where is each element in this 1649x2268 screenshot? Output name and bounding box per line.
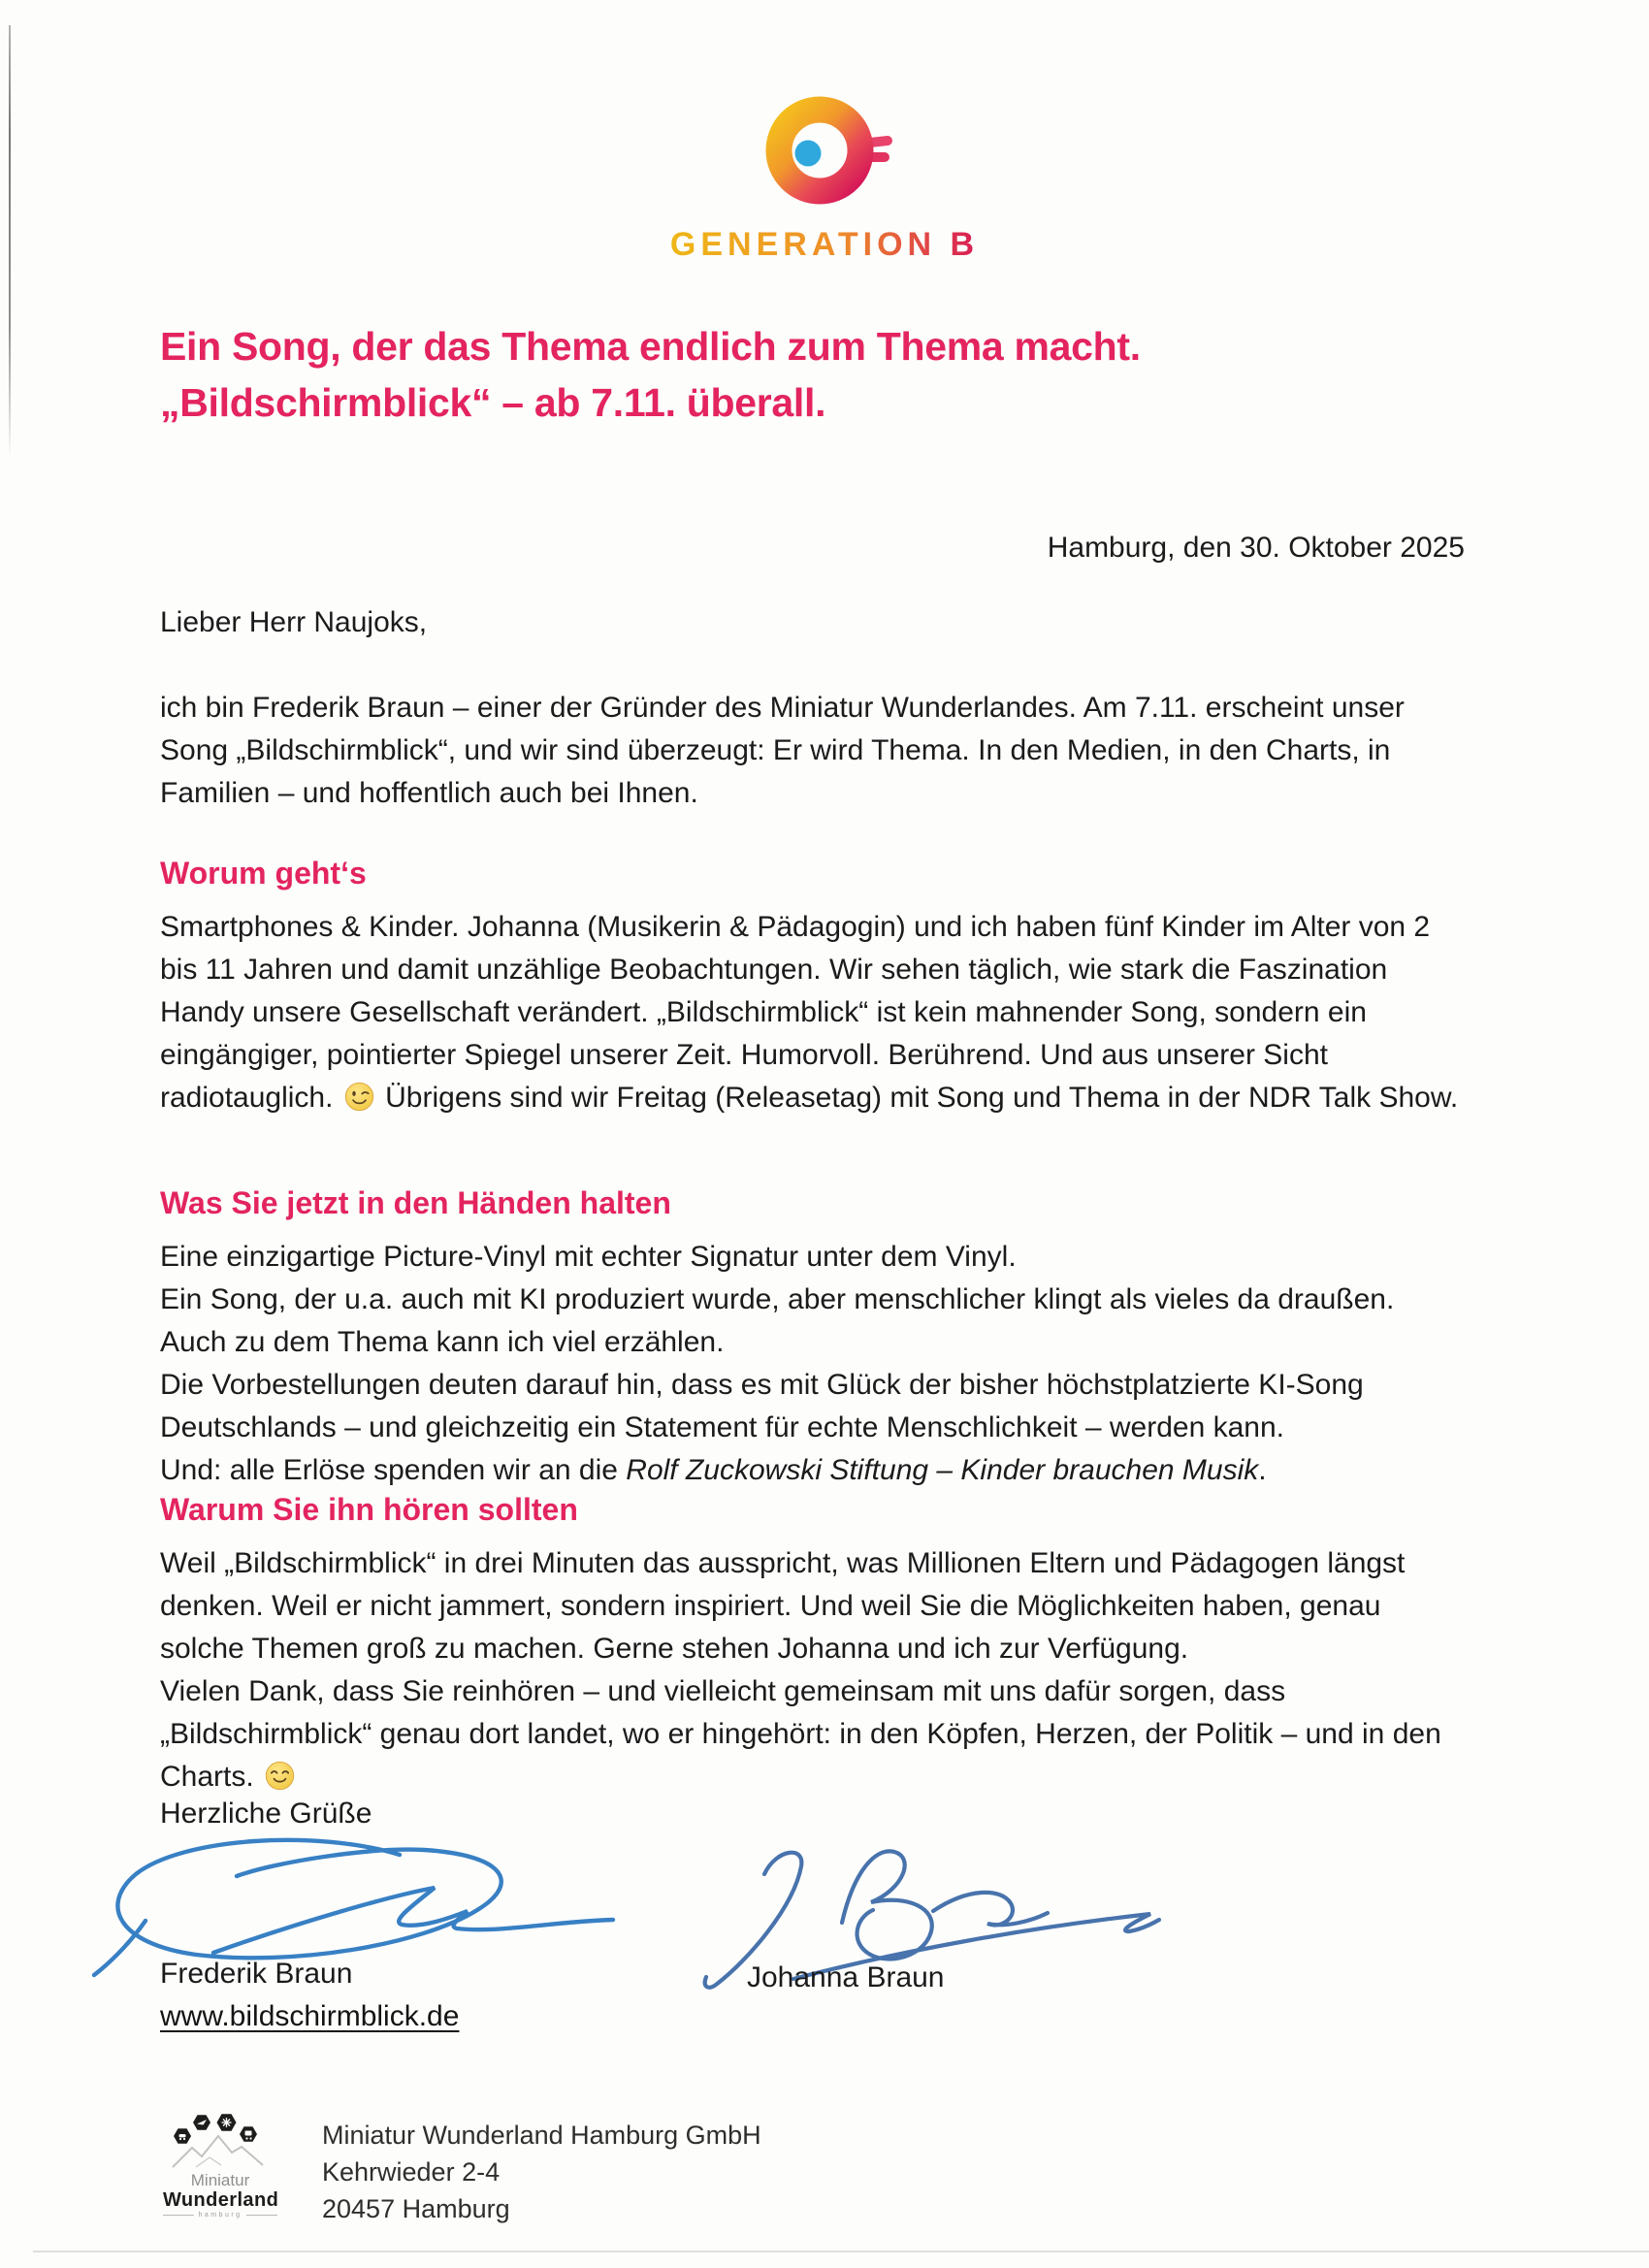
- winking-face-emoji: [343, 1081, 375, 1113]
- company-address: [322, 2111, 761, 2227]
- mw-logo-text-hamburg: hamburg: [198, 2212, 242, 2219]
- about-paragraph: [160, 906, 1460, 1119]
- section-heading-about: Worum geht‘s: [160, 856, 367, 891]
- why-text-2: Vielen Dank, dass Sie reinhören – und vielleicht gemeinsam mit uns dafür sorgen, dass „Bildschirmblick“ genau dort landet, wo er hingehört: in den Köpfen, Herzen, der Politik – und in den Charts.: [160, 1675, 1441, 1793]
- company-name: Miniatur Wunderland Hamburg GmbH: [322, 2121, 761, 2150]
- vinyl-line: Ein Song, der u.a. auch mit KI produziert wurde, aber menschlicher klingt als vieles da draußen.: [160, 1283, 1395, 1315]
- intro-paragraph: ich bin Frederik Braun – einer der Gründer des Miniatur Wunderlandes. Am 7.11. erscheint unser Song „Bildschirmblick“, und wir sind überzeugt: Er wird Thema. In den Medien, in den Charts, in Familien – und hoffentlich auch bei Ihnen.: [160, 692, 1405, 809]
- vinyl-line: Die Vorbestellungen deuten darauf hin, dass es mit Glück der bisher höchstplatzierte KI-Song Deutschlands – und gleichzeitig ein Statement für echte Menschlichkeit – werden kann.: [160, 1369, 1364, 1443]
- mw-logo-subline: [163, 2212, 277, 2219]
- donation-suffix: .: [1258, 1454, 1267, 1486]
- why-text-2-line: [160, 1670, 1460, 1798]
- headline-line2: „Bildschirmblick“ – ab 7.11. überall.: [160, 380, 826, 425]
- website-link[interactable]: www.bildschirmblick.de: [160, 2000, 460, 2032]
- footer: [163, 2111, 761, 2227]
- donation-foundation-name: Rolf Zuckowski Stiftung – Kinder brauchen Musik: [626, 1454, 1259, 1486]
- about-text-1: Smartphones & Kinder. Johanna (Musikerin & Pädagogin) und ich haben fünf Kinder im Alter von 2 bis 11 Jahren und damit unzählige Beobachtungen. Wir sehen täglich, wie stark die Faszination Handy unsere Gesellschaft verändert. „Bildschirmblick“ ist kein mahnender Song, sondern ein eingängiger, pointierter Spiegel unserer Zeit. Humorvoll. Berührend. Und aus unserer Sicht radiotauglich.: [160, 911, 1431, 1114]
- why-paragraph: [160, 1542, 1460, 1798]
- brand-wordmark: [650, 221, 999, 266]
- salutation: Lieber Herr Naujoks,: [160, 606, 428, 638]
- dateline: Hamburg, den 30. Oktober 2025: [1047, 532, 1465, 564]
- miniatur-wunderland-logo: [163, 2111, 277, 2219]
- vinyl-donation-line: [160, 1449, 1460, 1492]
- headline: [160, 318, 1141, 431]
- generation-b-logo: [0, 60, 1649, 266]
- miniatur-wunderland-icon: [167, 2111, 274, 2171]
- brand-name: GENERATION B: [669, 226, 980, 263]
- headline-line1: Ein Song, der das Thema endlich zum Thema macht.: [160, 324, 1141, 369]
- valediction: Herzliche Grüße: [160, 1798, 372, 1830]
- signer-name-johanna: Johanna Braun: [747, 1961, 945, 1993]
- signer-name-frederik: Frederik Braun: [160, 1958, 353, 1990]
- frederik-signature: [89, 1828, 618, 1978]
- section-heading-vinyl: Was Sie jetzt in den Händen halten: [160, 1185, 671, 1220]
- vinyl-paragraph: [160, 1236, 1460, 1492]
- mw-logo-text-miniatur: Miniatur: [190, 2171, 250, 2189]
- scan-bottom-artifact: [33, 2251, 1649, 2252]
- about-text-2: Übrigens sind wir Freitag (Releasetag) mit Song und Thema in der NDR Talk Show.: [385, 1082, 1459, 1114]
- mw-logo-text-wunderland: Wunderland: [163, 2189, 279, 2211]
- donation-prefix: Und: alle Erlöse spenden wir an die: [160, 1454, 627, 1486]
- why-text-1: Weil „Bildschirmblick“ in drei Minuten das ausspricht, was Millionen Eltern und Pädagogen längst denken. Weil er nicht jammert, sondern inspiriert. Und weil Sie die Möglichkeiten haben, genau solche Themen groß zu machen. Gerne stehen Johanna und ich zur Verfügung.: [160, 1547, 1406, 1665]
- vinyl-line: Auch zu dem Thema kann ich viel erzählen.: [160, 1326, 725, 1358]
- company-city: 20457 Hamburg: [322, 2194, 510, 2223]
- company-street: Kehrwieder 2-4: [322, 2157, 501, 2187]
- smiling-face-emoji: [264, 1760, 296, 1792]
- generation-b-icon: [742, 60, 907, 213]
- section-heading-why: Warum Sie ihn hören sollten: [160, 1492, 578, 1527]
- vinyl-line: Eine einzigartige Picture-Vinyl mit echter Signatur unter dem Vinyl.: [160, 1241, 1017, 1273]
